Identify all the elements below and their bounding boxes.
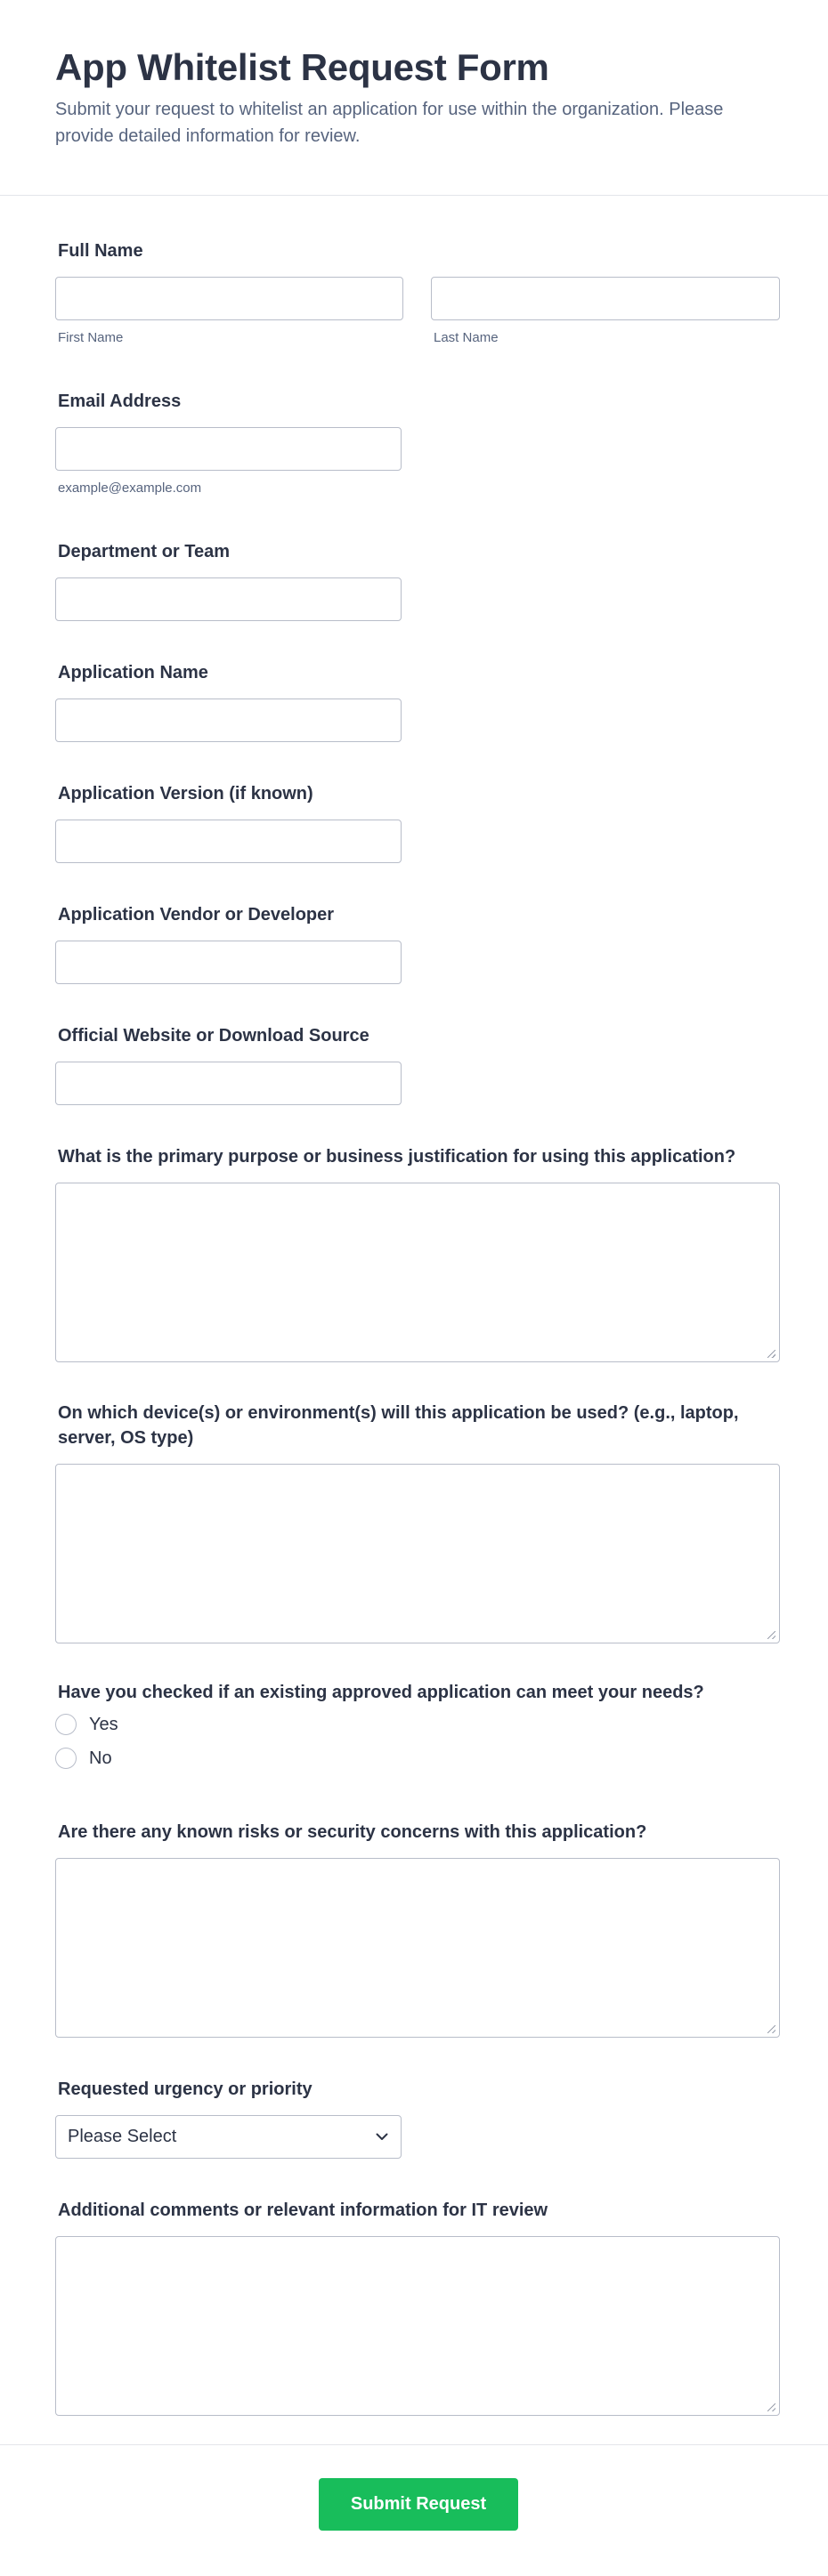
website-label: Official Website or Download Source xyxy=(58,1026,369,1046)
urgency-select[interactable] xyxy=(55,2115,402,2159)
app-vendor-field xyxy=(55,902,402,984)
urgency-label: Requested urgency or priority xyxy=(58,2079,313,2099)
submit-button[interactable]: Submit Request xyxy=(319,2478,518,2531)
app-version-label: Application Version (if known) xyxy=(58,784,313,803)
purpose-textarea[interactable] xyxy=(55,1183,780,1362)
email-field xyxy=(55,389,402,496)
app-vendor-label: Application Vendor or Developer xyxy=(58,905,335,925)
email-input[interactable] xyxy=(55,427,402,471)
existing-check-field xyxy=(55,1680,704,1773)
website-input[interactable] xyxy=(55,1062,402,1105)
comments-textarea[interactable] xyxy=(55,2236,780,2416)
app-name-input[interactable] xyxy=(55,699,402,742)
full-name-field xyxy=(55,238,779,345)
department-field xyxy=(55,539,402,621)
resize-grip-icon[interactable] xyxy=(767,1631,775,1639)
purpose-field xyxy=(55,1144,780,1362)
email-sublabel: example@example.com xyxy=(58,480,202,496)
app-name-label: Application Name xyxy=(58,663,208,682)
devices-textarea[interactable] xyxy=(55,1464,780,1643)
purpose-label: What is the primary purpose or business justification for using this application? xyxy=(58,1147,736,1167)
department-label: Department or Team xyxy=(58,542,231,561)
existing-check-label: Have you checked if an existing approved application can meet your needs? xyxy=(58,1683,704,1702)
radio-yes[interactable] xyxy=(55,1714,77,1735)
comments-field xyxy=(55,2198,780,2416)
risks-field xyxy=(55,1820,780,2038)
app-name-field xyxy=(55,660,402,742)
app-vendor-input[interactable] xyxy=(55,941,402,984)
department-input[interactable] xyxy=(55,577,402,621)
full-name-label: Full Name xyxy=(58,241,143,261)
chevron-down-icon xyxy=(376,2133,388,2141)
resize-grip-icon[interactable] xyxy=(767,2403,775,2411)
risks-label: Are there any known risks or security concerns with this application? xyxy=(58,1822,647,1842)
radio-yes-label[interactable]: Yes xyxy=(89,1714,118,1734)
website-field xyxy=(55,1023,402,1105)
last-name-input[interactable] xyxy=(431,277,780,320)
urgency-field xyxy=(55,2077,402,2159)
first-name-input[interactable] xyxy=(55,277,403,320)
existing-check-options xyxy=(55,1710,704,1773)
app-version-input[interactable] xyxy=(55,820,402,863)
form-header xyxy=(0,0,828,196)
radio-no[interactable] xyxy=(55,1748,77,1769)
devices-field xyxy=(55,1401,780,1643)
resize-grip-icon[interactable] xyxy=(767,2025,775,2033)
comments-label: Additional comments or relevant information for IT review xyxy=(58,2201,548,2220)
radio-option-no[interactable] xyxy=(55,1744,704,1773)
first-name-sublabel: First Name xyxy=(58,330,124,345)
app-version-field xyxy=(55,781,402,863)
radio-no-label[interactable]: No xyxy=(89,1748,112,1768)
urgency-selected-value: Please Select xyxy=(68,2127,177,2146)
email-label: Email Address xyxy=(58,392,182,411)
radio-option-yes[interactable] xyxy=(55,1710,704,1739)
form-title: App Whitelist Request Form xyxy=(55,46,549,88)
form-footer xyxy=(0,2444,828,2576)
risks-textarea[interactable] xyxy=(55,1858,780,2038)
form-description: Submit your request to whitelist an application for use within the organization. Please provide detailed information for review. xyxy=(55,100,724,146)
resize-grip-icon[interactable] xyxy=(767,1350,775,1358)
devices-label: On which device(s) or environment(s) will this application be used? (e.g., laptop, server, OS type) xyxy=(58,1403,739,1448)
last-name-sublabel: Last Name xyxy=(434,330,499,345)
